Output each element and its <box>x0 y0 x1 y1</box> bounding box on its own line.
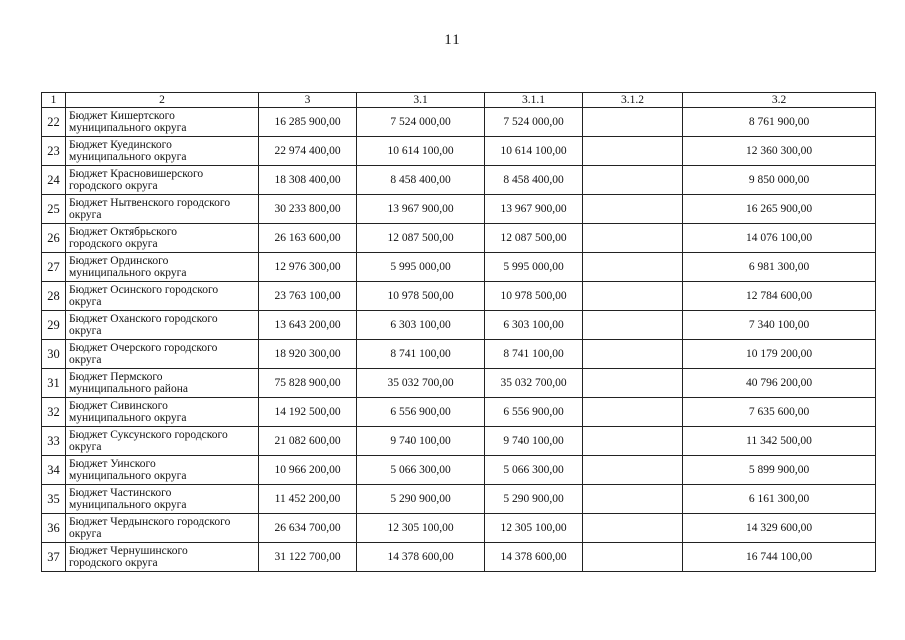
budget-name-cell: Бюджет Куединского муниципального округа <box>66 137 259 166</box>
column-3-1-cell: 12 305 100,00 <box>357 514 485 543</box>
column-3-1-cell: 10 978 500,00 <box>357 282 485 311</box>
column-3-2-cell: 5 899 900,00 <box>683 456 876 485</box>
column-3-1-1-cell: 14 378 600,00 <box>485 543 583 572</box>
column-3-1-2-cell <box>583 514 683 543</box>
column-3-2-cell: 10 179 200,00 <box>683 340 876 369</box>
column-3-1-1-cell: 12 087 500,00 <box>485 224 583 253</box>
column-3-2-cell: 12 784 600,00 <box>683 282 876 311</box>
column-3-1-1-cell: 5 995 000,00 <box>485 253 583 282</box>
page-number: 11 <box>444 32 461 48</box>
column-header: 3.1 <box>357 93 485 108</box>
column-3-1-1-cell: 8 458 400,00 <box>485 166 583 195</box>
row-number-cell: 33 <box>42 427 66 456</box>
column-3-1-cell: 6 303 100,00 <box>357 311 485 340</box>
column-3-cell: 26 634 700,00 <box>259 514 357 543</box>
column-3-1-cell: 8 458 400,00 <box>357 166 485 195</box>
column-3-2-cell: 7 340 100,00 <box>683 311 876 340</box>
column-3-2-cell: 16 265 900,00 <box>683 195 876 224</box>
column-3-1-2-cell <box>583 166 683 195</box>
column-3-1-1-cell: 6 556 900,00 <box>485 398 583 427</box>
column-3-1-cell: 6 556 900,00 <box>357 398 485 427</box>
budget-name-cell: Бюджет Уинского муниципального округа <box>66 456 259 485</box>
column-3-1-cell: 7 524 000,00 <box>357 108 485 137</box>
budget-name-cell: Бюджет Сивинского муниципального округа <box>66 398 259 427</box>
row-number-cell: 31 <box>42 369 66 398</box>
budget-table <box>41 92 876 572</box>
budget-name-cell: Бюджет Частинского муниципального округа <box>66 485 259 514</box>
column-3-2-cell: 16 744 100,00 <box>683 543 876 572</box>
column-3-1-2-cell <box>583 108 683 137</box>
column-header: 2 <box>66 93 259 108</box>
column-3-cell: 14 192 500,00 <box>259 398 357 427</box>
column-3-2-cell: 11 342 500,00 <box>683 427 876 456</box>
table-row <box>42 543 876 572</box>
column-3-2-cell: 14 329 600,00 <box>683 514 876 543</box>
table-row <box>42 456 876 485</box>
table-row <box>42 195 876 224</box>
column-3-1-2-cell <box>583 282 683 311</box>
table-row <box>42 108 876 137</box>
budget-name-cell: Бюджет Нытвенского городского округа <box>66 195 259 224</box>
table-row <box>42 137 876 166</box>
budget-name-cell: Бюджет Оханского городского округа <box>66 311 259 340</box>
budget-name-cell: Бюджет Чернушинского городского округа <box>66 543 259 572</box>
column-3-2-cell: 6 981 300,00 <box>683 253 876 282</box>
column-3-cell: 75 828 900,00 <box>259 369 357 398</box>
column-header: 3 <box>259 93 357 108</box>
column-3-2-cell: 40 796 200,00 <box>683 369 876 398</box>
column-3-1-1-cell: 13 967 900,00 <box>485 195 583 224</box>
budget-name-cell: Бюджет Осинского городского округа <box>66 282 259 311</box>
column-3-1-1-cell: 7 524 000,00 <box>485 108 583 137</box>
budget-name-cell: Бюджет Кишертского муниципального округа <box>66 108 259 137</box>
column-3-cell: 30 233 800,00 <box>259 195 357 224</box>
column-3-cell: 16 285 900,00 <box>259 108 357 137</box>
row-number-cell: 24 <box>42 166 66 195</box>
column-3-1-1-cell: 9 740 100,00 <box>485 427 583 456</box>
row-number-cell: 34 <box>42 456 66 485</box>
column-header: 3.1.1 <box>485 93 583 108</box>
column-3-1-cell: 5 066 300,00 <box>357 456 485 485</box>
column-3-1-cell: 14 378 600,00 <box>357 543 485 572</box>
table-row <box>42 340 876 369</box>
column-3-1-cell: 35 032 700,00 <box>357 369 485 398</box>
column-header: 1 <box>42 93 66 108</box>
row-number-cell: 25 <box>42 195 66 224</box>
row-number-cell: 28 <box>42 282 66 311</box>
column-3-1-2-cell <box>583 224 683 253</box>
budget-name-cell: Бюджет Суксунского городского округа <box>66 427 259 456</box>
row-number-cell: 29 <box>42 311 66 340</box>
column-3-1-cell: 5 995 000,00 <box>357 253 485 282</box>
column-3-2-cell: 8 761 900,00 <box>683 108 876 137</box>
column-3-cell: 26 163 600,00 <box>259 224 357 253</box>
column-3-1-1-cell: 5 066 300,00 <box>485 456 583 485</box>
row-number-cell: 26 <box>42 224 66 253</box>
table-row <box>42 427 876 456</box>
column-3-1-2-cell <box>583 137 683 166</box>
column-3-cell: 21 082 600,00 <box>259 427 357 456</box>
row-number-cell: 23 <box>42 137 66 166</box>
column-3-1-2-cell <box>583 485 683 514</box>
table-row <box>42 514 876 543</box>
column-3-1-2-cell <box>583 369 683 398</box>
column-header: 3.1.2 <box>583 93 683 108</box>
table-row <box>42 282 876 311</box>
column-3-1-2-cell <box>583 311 683 340</box>
budget-name-cell: Бюджет Очерского городского округа <box>66 340 259 369</box>
column-3-1-1-cell: 6 303 100,00 <box>485 311 583 340</box>
column-3-2-cell: 12 360 300,00 <box>683 137 876 166</box>
column-3-1-2-cell <box>583 340 683 369</box>
table-row <box>42 311 876 340</box>
column-3-1-cell: 5 290 900,00 <box>357 485 485 514</box>
row-number-cell: 36 <box>42 514 66 543</box>
table-row <box>42 253 876 282</box>
column-3-1-1-cell: 10 978 500,00 <box>485 282 583 311</box>
column-3-cell: 18 308 400,00 <box>259 166 357 195</box>
header-row <box>42 93 876 108</box>
budget-name-cell: Бюджет Чердынского городского округа <box>66 514 259 543</box>
column-3-cell: 22 974 400,00 <box>259 137 357 166</box>
column-3-cell: 13 643 200,00 <box>259 311 357 340</box>
row-number-cell: 30 <box>42 340 66 369</box>
column-3-1-1-cell: 5 290 900,00 <box>485 485 583 514</box>
budget-name-cell: Бюджет Красновишерского городского округа <box>66 166 259 195</box>
column-3-1-cell: 8 741 100,00 <box>357 340 485 369</box>
column-3-cell: 18 920 300,00 <box>259 340 357 369</box>
table-row <box>42 485 876 514</box>
row-number-cell: 27 <box>42 253 66 282</box>
table-row <box>42 398 876 427</box>
budget-name-cell: Бюджет Пермского муниципального района <box>66 369 259 398</box>
column-3-cell: 11 452 200,00 <box>259 485 357 514</box>
column-3-cell: 31 122 700,00 <box>259 543 357 572</box>
row-number-cell: 22 <box>42 108 66 137</box>
column-3-1-1-cell: 8 741 100,00 <box>485 340 583 369</box>
column-3-1-2-cell <box>583 427 683 456</box>
column-3-1-2-cell <box>583 253 683 282</box>
column-3-1-1-cell: 35 032 700,00 <box>485 369 583 398</box>
column-3-1-2-cell <box>583 456 683 485</box>
table-row <box>42 369 876 398</box>
column-3-1-cell: 9 740 100,00 <box>357 427 485 456</box>
table-row <box>42 166 876 195</box>
row-number-cell: 35 <box>42 485 66 514</box>
column-header: 3.2 <box>683 93 876 108</box>
column-3-cell: 12 976 300,00 <box>259 253 357 282</box>
column-3-2-cell: 6 161 300,00 <box>683 485 876 514</box>
budget-name-cell: Бюджет Ординского муниципального округа <box>66 253 259 282</box>
budget-name-cell: Бюджет Октябрьского городского округа <box>66 224 259 253</box>
column-3-2-cell: 9 850 000,00 <box>683 166 876 195</box>
column-3-2-cell: 7 635 600,00 <box>683 398 876 427</box>
column-3-1-1-cell: 12 305 100,00 <box>485 514 583 543</box>
column-3-1-2-cell <box>583 398 683 427</box>
column-3-cell: 23 763 100,00 <box>259 282 357 311</box>
column-3-2-cell: 14 076 100,00 <box>683 224 876 253</box>
column-3-1-1-cell: 10 614 100,00 <box>485 137 583 166</box>
column-3-cell: 10 966 200,00 <box>259 456 357 485</box>
row-number-cell: 37 <box>42 543 66 572</box>
column-3-1-cell: 12 087 500,00 <box>357 224 485 253</box>
column-3-1-2-cell <box>583 195 683 224</box>
table-row <box>42 224 876 253</box>
column-3-1-cell: 10 614 100,00 <box>357 137 485 166</box>
row-number-cell: 32 <box>42 398 66 427</box>
column-3-1-2-cell <box>583 543 683 572</box>
column-3-1-cell: 13 967 900,00 <box>357 195 485 224</box>
